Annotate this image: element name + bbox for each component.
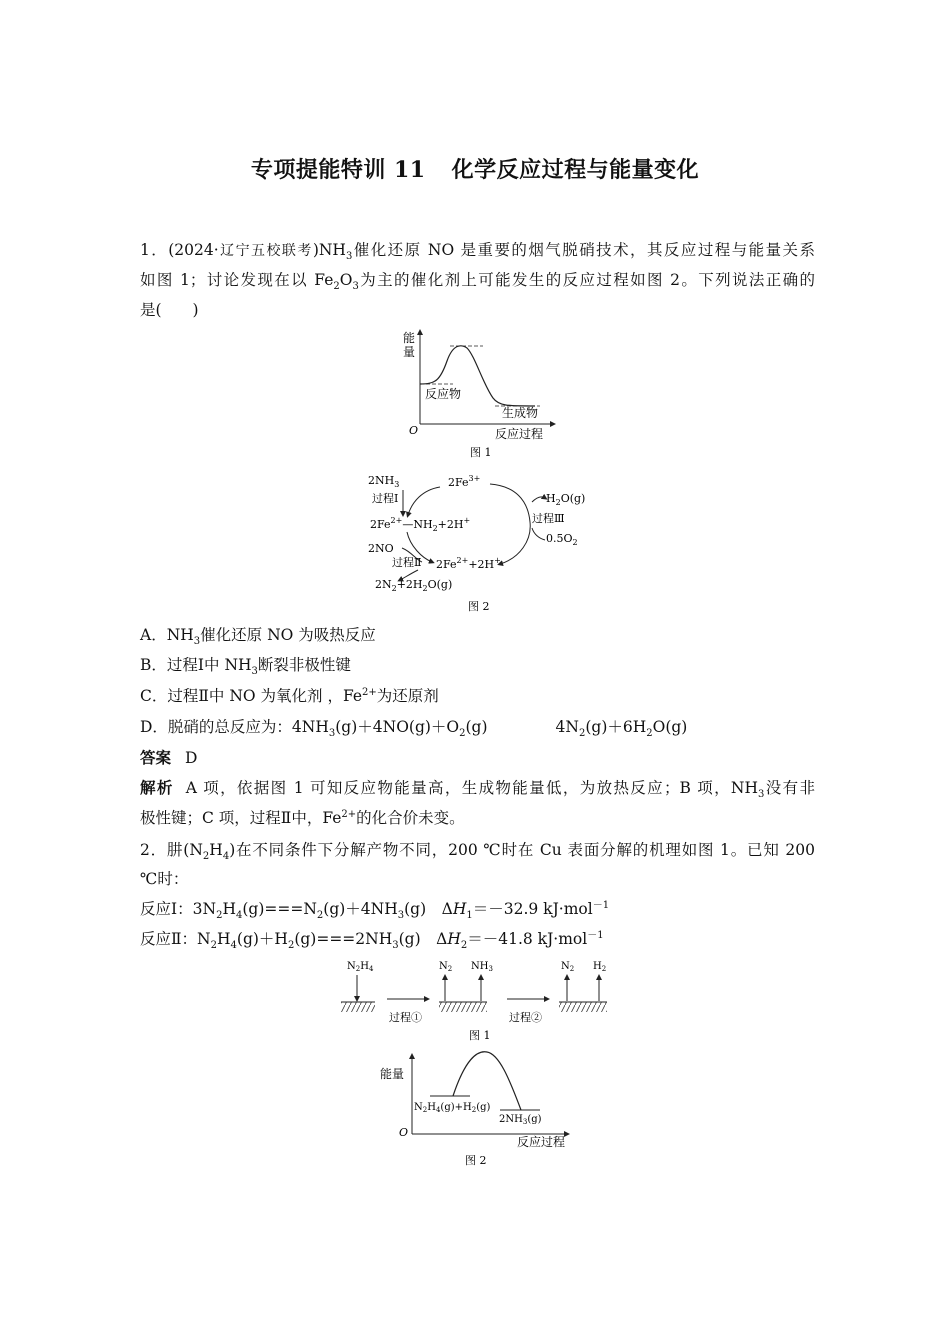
origin-label: O [409,424,419,437]
analysis-line-2: 极性键；C 项，过程Ⅱ中，$Fe^{2+}$的化合价未变。 [140,808,465,827]
q1-figure-2 [360,470,600,616]
reactant-label: 反应物 [425,387,462,401]
q2-line-1: 2．肼$(N_2H_4)$在不同条件下分解产物不同，200 ℃时在 Cu 表面分解的机理如图 1。已知 200 [140,841,815,863]
figure-caption: 图 1 [469,1029,491,1042]
option-b: B．过程Ⅰ中 $NH_3$断裂非极性键 [140,656,351,678]
svg-text:N2: $N_2$ [561,961,575,973]
svg-text:N2: $N_2$ [439,961,453,973]
y-axis-label-2: 量 [403,345,416,359]
svg-text:N2H4(g)+H2(g): $N_2H_4(g)+H_2(g)$ [414,1102,491,1114]
figure-caption: 图 2 [465,1154,487,1167]
reaction-1: 反应Ⅰ：$3N_2H_4(g)===N_2(g)+4NH_3(g)$ $\Delta H_1=-32.9$ kJ·mol$^{-1}$ [140,899,610,922]
catalytic-cycle-diagram [360,470,600,616]
origin-label: O [399,1126,409,1139]
x-axis-label: 反应过程 [495,427,544,441]
title-part-2: 化学反应过程与能量变化 [451,157,700,183]
svg-text:N2H4: $N_2H_4$ [347,961,374,973]
figure-caption: 图 2 [468,600,490,613]
process-2-label: 过程Ⅱ [392,556,422,569]
q2-figure-1 [335,955,620,1045]
product-label: 生成物 [502,406,539,420]
svg-text:2N2+2H2O(g): $2N_2+2H_2O(g)$ [375,578,453,593]
q1-line-1: 1．(2024·辽宁五校联考)$NH_3$催化还原 NO 是重要的烟气脱硝技术，其反应过程与能量关系 [140,241,815,263]
q1-figure-1 [395,326,565,461]
q2-line-2: ℃时： [140,870,189,888]
y-axis-label: 能量 [380,1067,405,1081]
option-c: C．过程Ⅱ中 NO 为氧化剂 ，$Fe^{2+}$为还原剂 [140,686,439,705]
figure-caption: 图 1 [470,446,492,459]
energy-profile-diagram-2 [375,1048,575,1170]
process-1-label: 过程Ⅰ [372,492,399,505]
answer-line: 答案 D [140,748,198,767]
x-axis-label: 反应过程 [517,1135,566,1149]
option-a: A．$NH_3$催化还原 NO 为吸热反应 [140,626,376,648]
option-d: D．脱硝的总反应为：$4NH_3(g)+4NO(g)+O_2(g)$ $4N_2(g)+6H_2O(g)$ [140,718,688,740]
q2-figure-2 [375,1048,575,1170]
svg-text:2Fe3+: $2Fe^{3+}$ [448,474,481,489]
q1-line-2: 如图 1；讨论发现在以 $Fe_2O_3$为主的催化剂上可能发生的反应过程如图 2。下列说法正确的 [140,271,815,293]
process-3-label: 过程Ⅲ [532,512,565,525]
svg-text:2Fe2++2H+: $2Fe^{2+}+2H^+$ [436,556,501,571]
reaction-2: 反应Ⅱ：$N_2H_4(g)+H_2(g)===2NH_3(g)$ $\Delta H_2=-41.8$ kJ·mol$^{-1}$ [140,929,604,952]
svg-text:2NH3: $2NH_3$ [368,474,400,489]
svg-text:2NH3(g): $2NH_3(g)$ [499,1114,542,1126]
page-title [0,153,950,184]
svg-text:2Fe2+—NH2+2H+: $2Fe^{2+}—NH_2+2H^+$ [370,516,471,533]
title-part-1: 专项提能特训 11 [250,157,426,183]
analysis-line-1: 解析 A 项，依据图 1 可知反应物能量高，生成物能量低，为放热反应；B 项，$NH_3$没有非 [140,778,815,801]
svg-text:NH3: $NH_3$ [471,961,493,973]
svg-text:0.5O2: $0.5O_2$ [546,532,578,547]
step-1-label: 过程① [389,1011,422,1024]
q1-line-3: 是( ) [140,301,199,319]
y-axis-label-1: 能 [403,331,416,345]
step-2-label: 过程② [509,1011,542,1024]
svg-text:H2O(g): $H_2O(g)$ [546,492,586,507]
energy-profile-diagram-1 [395,326,565,461]
no-label: 2NO [368,542,394,555]
mechanism-diagram [335,955,620,1045]
svg-text:H2: $H_2$ [593,961,607,973]
